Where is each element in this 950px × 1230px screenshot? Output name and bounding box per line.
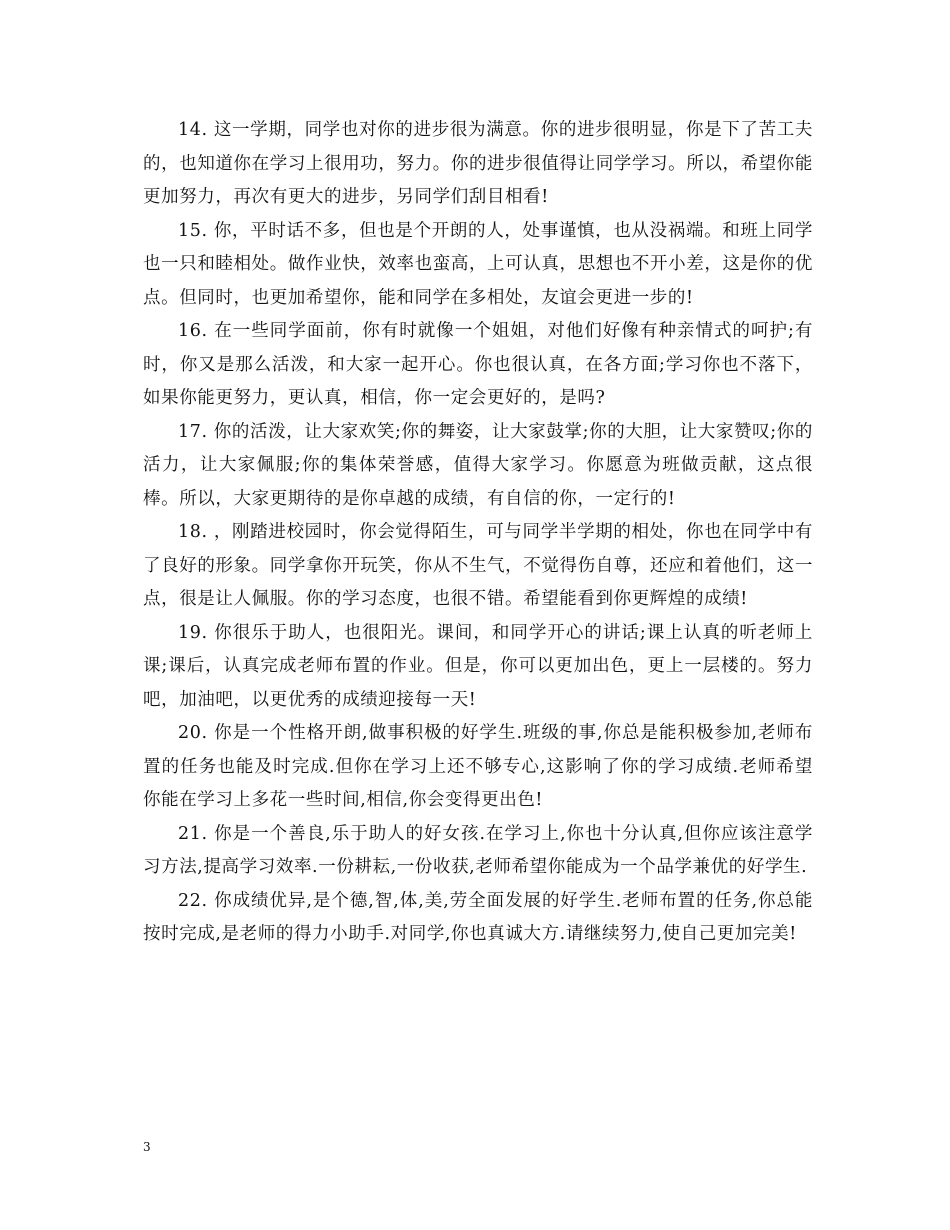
comment-paragraph-18: 18. ，刚踏进校园时，你会觉得陌生，可与同学半学期的相处，你也在同学中有了良好的形象。同学拿你开玩笑，你从不生气，不觉得伤自尊，还应和着他们，这一点，很是让人佩服。你的学习态度，也很不错。希望能看到你更辉煌的成绩! <box>143 522 813 609</box>
page-number: 3 <box>143 1140 151 1154</box>
comment-paragraph-19: 19. 你很乐于助人，也很阳光。课间，和同学开心的讲话;课上认真的听老师上课;课后，认真完成老师布置的作业。但是，你可以更加出色，更上一层楼的。努力吧，加油吧，以更优秀的成绩迎接每一天! <box>143 622 813 710</box>
comment-paragraph-20: 20. 你是一个性格开朗,做事积极的好学生.班级的事,你总是能积极参加,老师布置的任务也能及时完成.但你在学习上还不够专心,这影响了你的学习成绩.老师希望你能在学习上多花一些时间,相信,你会变得更出色! <box>143 723 813 810</box>
comment-paragraph-14: 14. 这一学期，同学也对你的进步很为满意。你的进步很明显，你是下了苦工夫的，也知道你在学习上很用功，努力。你的进步很值得让同学学习。所以，希望你能更加努力，再次有更大的进步，另同学们刮目相看! <box>143 120 813 207</box>
comment-paragraph-15: 15. 你，平时话不多，但也是个开朗的人，处事谨慎，也从没祸端。和班上同学也一只和睦相处。做作业快，效率也蛮高，上可认真，思想也不开小差，这是你的优点。但同时，也更加希望你，能和同学在多相处，友谊会更进一步的! <box>143 220 813 308</box>
comment-paragraph-21: 21. 你是一个善良,乐于助人的好女孩.在学习上,你也十分认真,但你应该注意学习方法,提高学习效率.一份耕耘,一份收获,老师希望你能成为一个品学兼优的好学生. <box>143 823 813 877</box>
comment-paragraph-16: 16. 在一些同学面前，你有时就像一个姐姐，对他们好像有种亲情式的呵护;有时，你又是那么活泼，和大家一起开心。你也很认真，在各方面;学习你也不落下，如果你能更努力，更认真，相信，你一定会更好的，是吗? <box>143 321 813 408</box>
comment-paragraph-22: 22. 你成绩优异,是个德,智,体,美,劳全面发展的好学生.老师布置的任务,你总能按时完成,是老师的得力小助手.对同学,你也真诚大方.请继续努力,使自己更加完美! <box>143 890 813 944</box>
comment-paragraph-17: 17. 你的活泼，让大家欢笑;你的舞姿，让大家鼓掌;你的大胆，让大家赞叹;你的活力，让大家佩服;你的集体荣誉感，值得大家学习。你愿意为班做贡献，这点很棒。所以，大家更期待的是你卓越的成绩，有自信的你，一定行的! <box>143 421 813 509</box>
document-body <box>143 114 813 952</box>
